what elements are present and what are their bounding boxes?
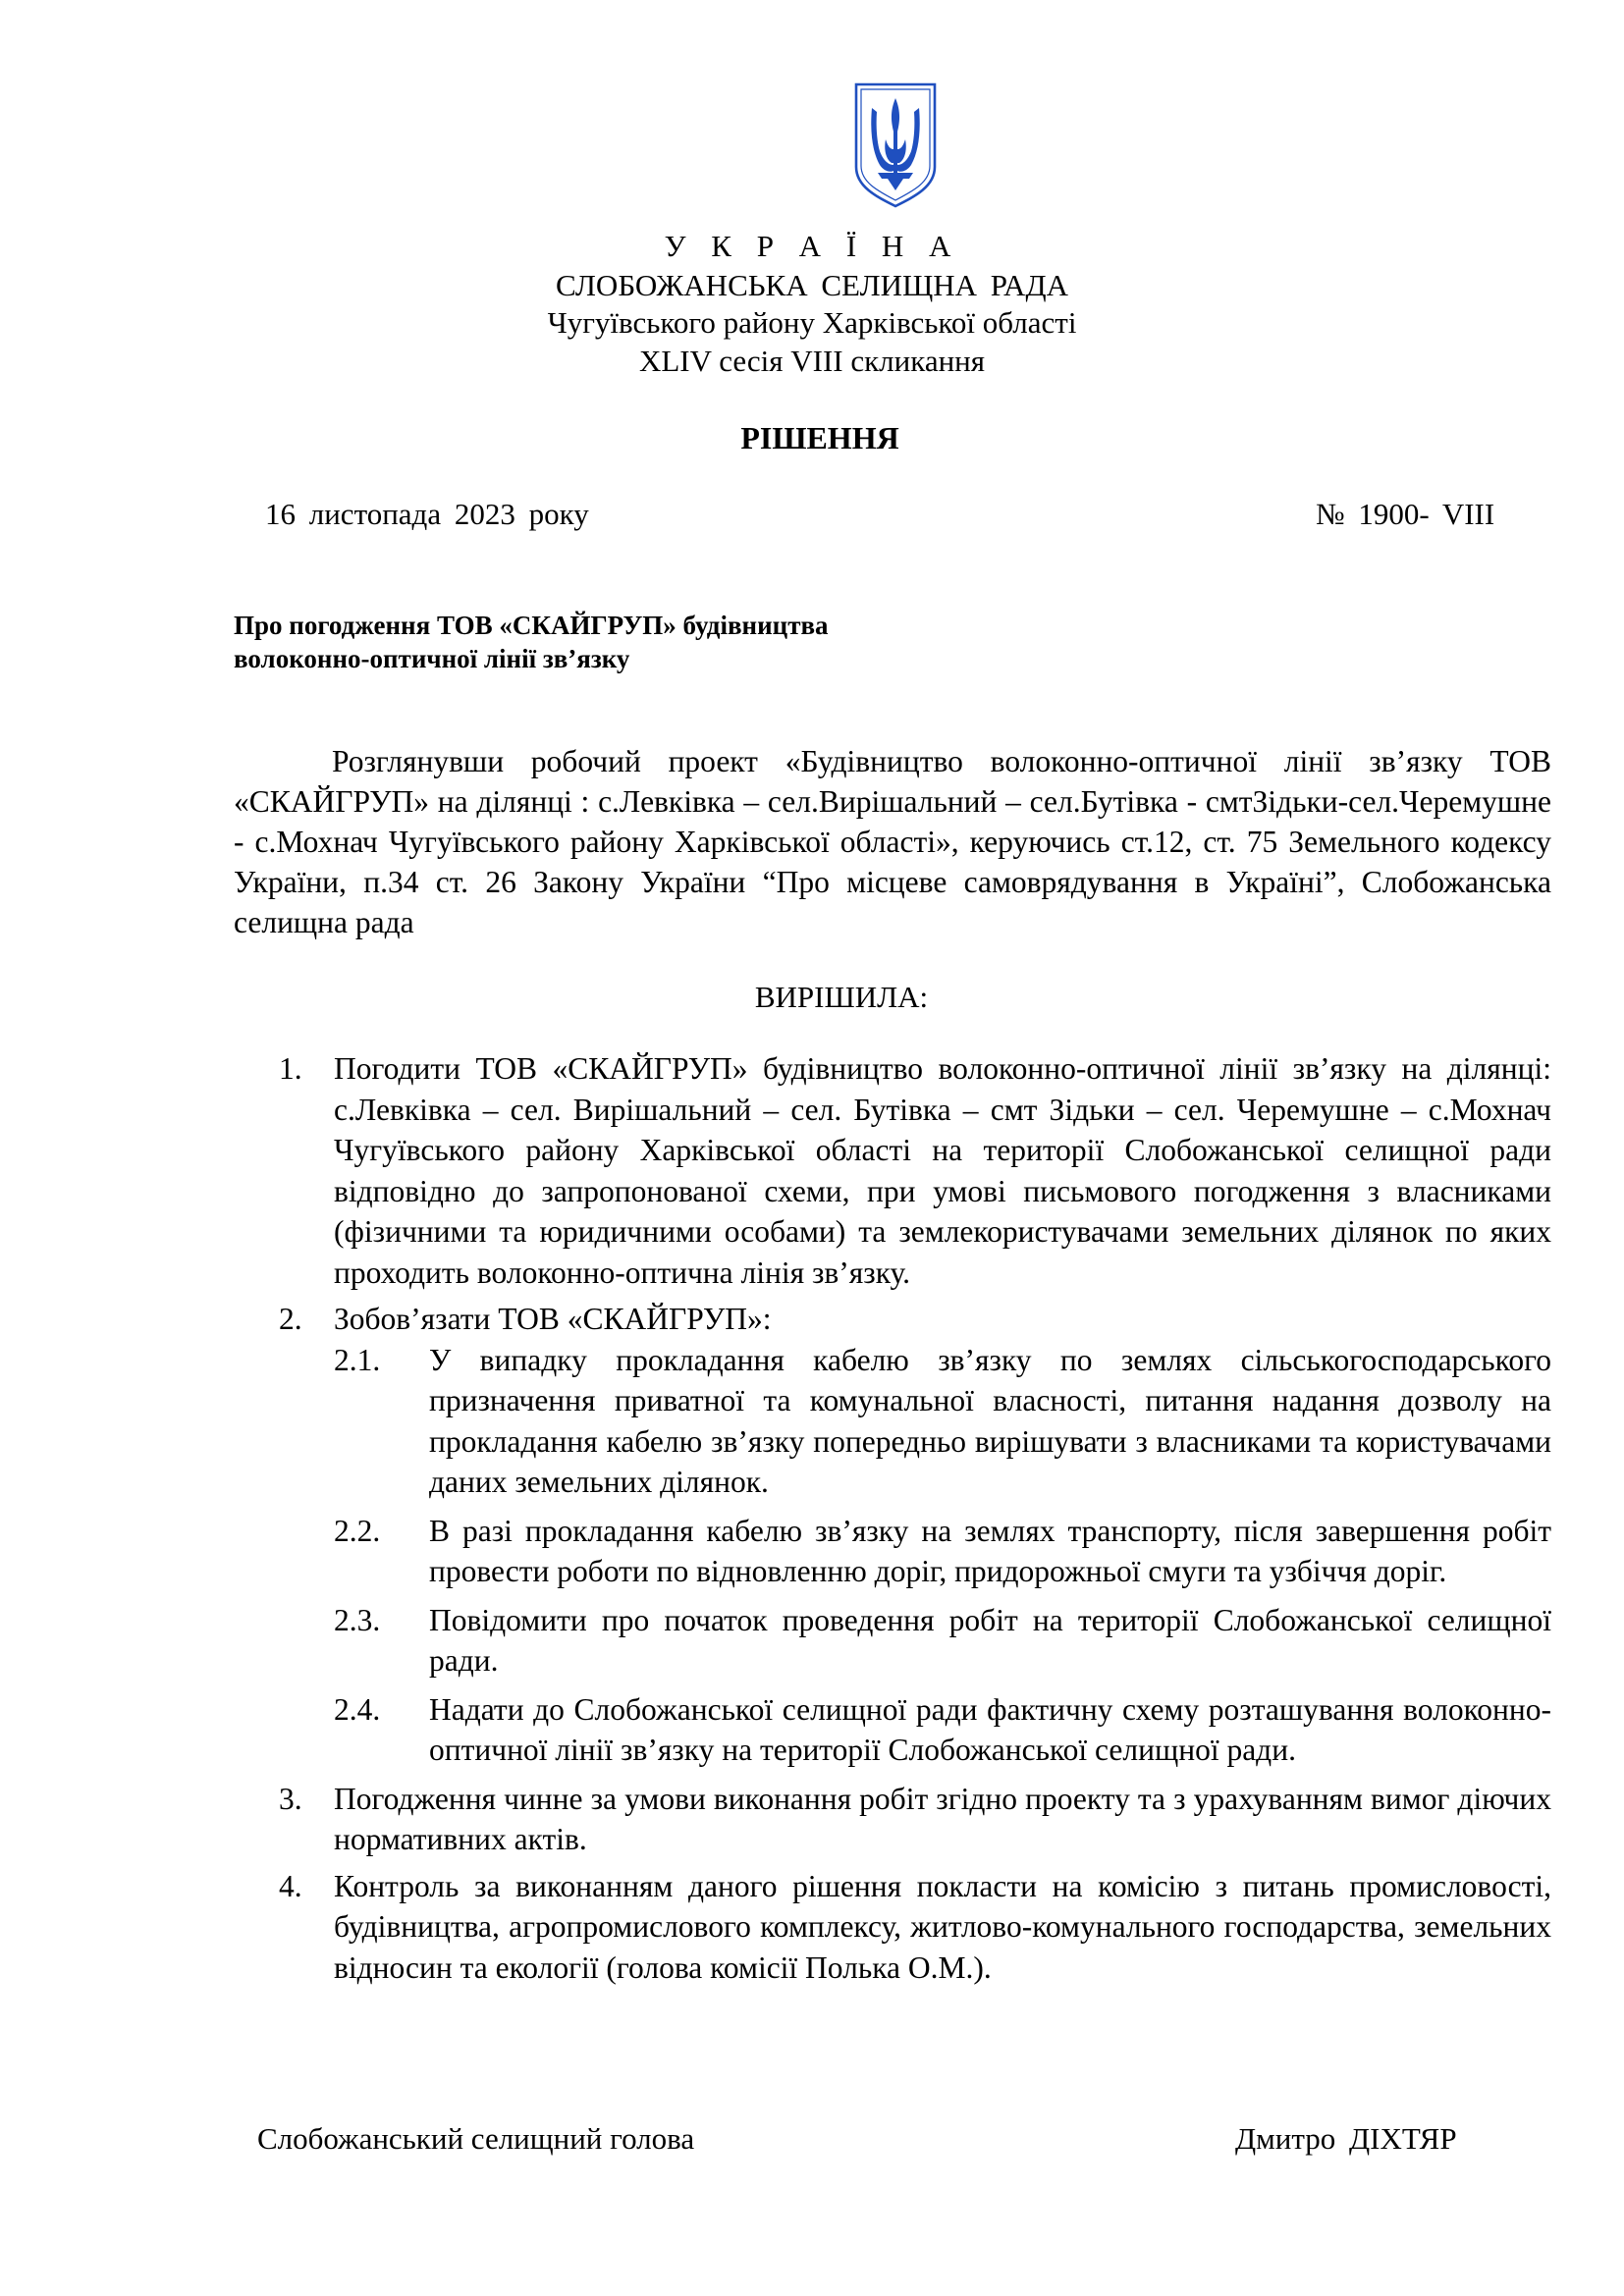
item-text: Погодити ТОВ «СКАЙГРУП» будівництво волоконно-оптичної лінії зв’язку на ділянці: с.Левківка – сел. Вирішальний – сел. Бутівка – смт Зідьки – сел. Черемушне – с.Мохнач Чугуївського району Харківської області на території Слобожанської селищної ради відповідно до запропонованої схеми, при умові письмового погодження з власниками (фізичними та юридичними особами) та землекористувачами земельних ділянок по яких проходить волоконно-оптична лінія зв’язку.	[334, 1051, 1551, 1290]
subitem-number: 2.2.	[334, 1513, 381, 1548]
subitems-list	[334, 1340, 1551, 1771]
decision-subject	[234, 609, 980, 675]
council-heading: СЛОБОЖАНСЬКА СЕЛИЩНА РАДА	[556, 268, 1068, 302]
item-number: 2.	[279, 1302, 302, 1336]
document-type-title: РІШЕННЯ	[740, 420, 899, 455]
subject-line: Про погодження ТОВ «СКАЙГРУП» будівництва	[234, 611, 829, 640]
subitem-number: 2.1.	[334, 1342, 381, 1377]
item-text: Контроль за виконанням даного рішення покласти на комісію з питань промисловості, будівництва, агропромислового комплексу, житлово-комунального господарства, земельних відносин та екології (голова комісії Полька О.М.).	[334, 1868, 1551, 1985]
district-heading: Чугуївського району Харківської області	[547, 305, 1077, 340]
signatory-title: Слобожанський селищний голова	[257, 2121, 695, 2156]
decision-subitem	[334, 1511, 1551, 1592]
decision-item	[234, 1048, 1551, 1293]
item-text: Погодження чинне за умови виконання робіт згідно проекту та з урахуванням вимог діючих нормативних актів.	[334, 1781, 1551, 1856]
item-number: 4.	[279, 1868, 302, 1903]
session-heading: XLIV сесія VIII скликання	[638, 344, 986, 378]
preamble-paragraph: Розглянувши робочий проект «Будівництво волоконно-оптичної лінії зв’язку ТОВ «СКАЙГРУП» на ділянці : с.Левківка – сел.Вирішальний – сел.Бутівка - смтЗідьки-сел.Черемушне - с.Мохнач Чугуївського району Харківської області», керуючись ст.12, ст. 75 Земельного кодексу України, п.34 ст. 26 Закону України “Про місцеве самоврядування в Україні”, Слобожанська селищна рада	[234, 744, 1551, 939]
item-text: Зобов’язати ТОВ «СКАЙГРУП»:	[334, 1302, 772, 1336]
decided-heading: ВИРІШИЛА:	[754, 980, 929, 1014]
item-number: 3.	[279, 1781, 302, 1816]
decision-item	[234, 1866, 1551, 1989]
subitem-number: 2.4.	[334, 1691, 381, 1727]
subitem-text: Повідомити про початок проведення робіт на території Слобожанської селищної ради.	[429, 1602, 1551, 1678]
decision-subitem	[334, 1689, 1551, 1771]
subitem-number: 2.3.	[334, 1602, 381, 1637]
ukraine-trident-icon	[850, 80, 941, 210]
subject-line: волоконно-оптичної лінії зв’язку	[234, 644, 630, 673]
item-number: 1.	[279, 1051, 302, 1086]
decision-items-list	[234, 1048, 1551, 1994]
decision-subitem	[334, 1600, 1551, 1682]
subitem-text: У випадку прокладання кабелю зв’язку по землях сільськогосподарського призначення приватної та комунальної власності, питання надання дозволу на прокладання кабелю зв’язку попередньо вирішувати з власниками та користувачами даних земельних ділянок.	[429, 1342, 1551, 1499]
signatory-name: Дмитро ДІХТЯР	[1235, 2121, 1457, 2156]
subitem-text: Надати до Слобожанської селищної ради фактичну схему розташування волоконно-оптичної лінії зв’язку на території Слобожанської селищної ради.	[429, 1691, 1551, 1767]
decision-item	[234, 1779, 1551, 1860]
country-heading: У К Р А Ї Н А	[664, 229, 960, 263]
decision-subitem	[334, 1340, 1551, 1503]
decision-date: 16 листопада 2023 року	[265, 497, 589, 531]
decision-item	[234, 1299, 1551, 1771]
subitem-text: В разі прокладання кабелю зв’язку на землях транспорту, після завершення робіт провести роботи по відновленню доріг, придорожньої смуги та узбіччя доріг.	[429, 1513, 1551, 1588]
decision-number: № 1900- VIII	[1316, 497, 1495, 531]
